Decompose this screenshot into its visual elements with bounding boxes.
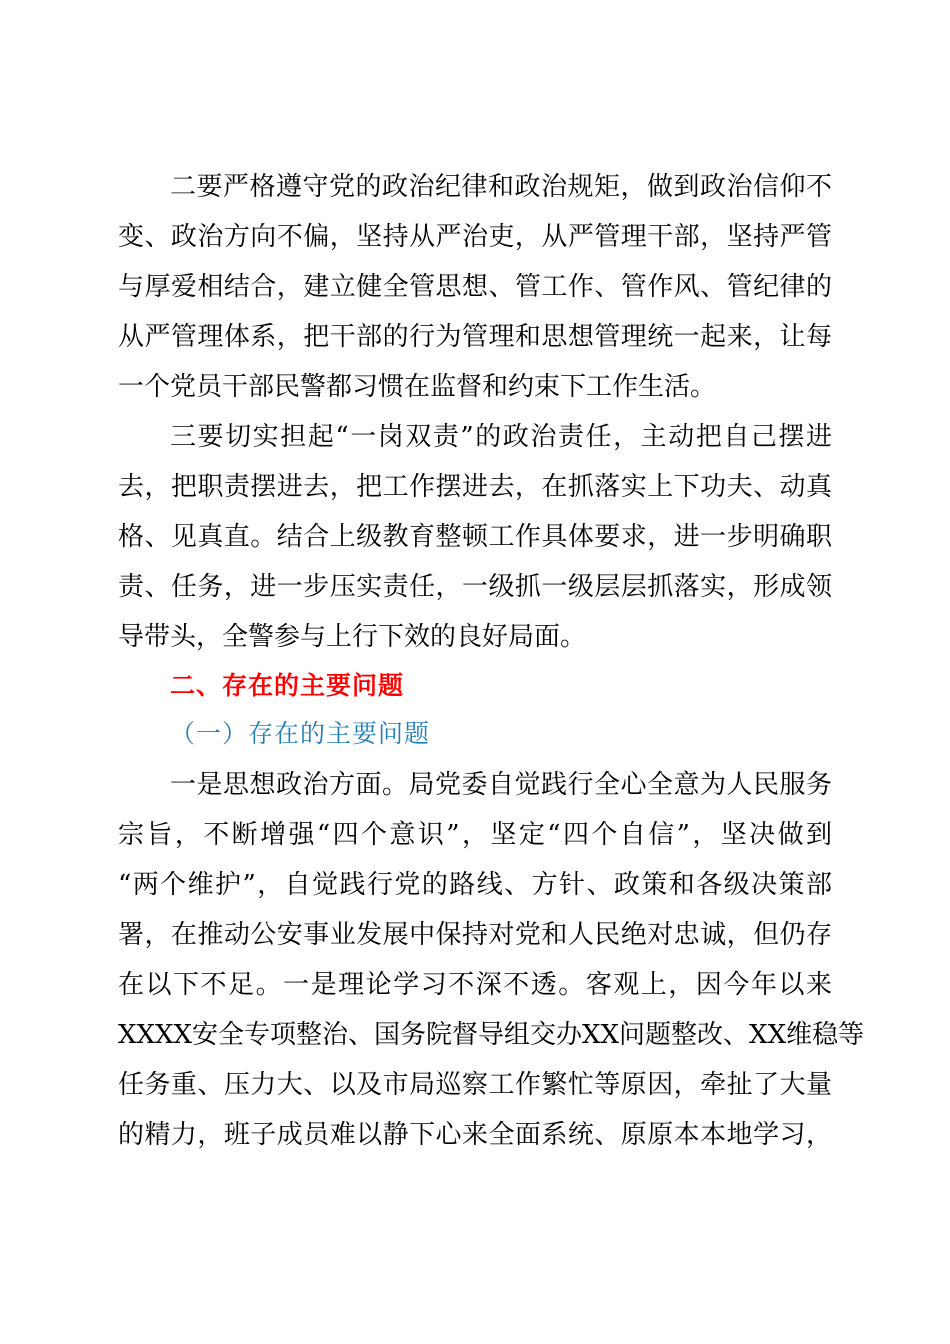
paragraph-3-line-1: 一是思想政治方面。局党委自觉践行全心全意为人民服务: [170, 770, 832, 800]
paragraph-2-line-1: 三要切实担起“一岗双责”的政治责任，主动把自己摆进: [170, 422, 832, 452]
paragraph-3-line-6: XXXX安全专项整治、国务院督导组交办XX问题整改、XX维稳等: [118, 1020, 865, 1050]
paragraph-1-line-5: 一个党员干部民警都习惯在监督和约束下工作生活。: [118, 372, 717, 402]
section-heading: 二、存在的主要问题: [170, 671, 405, 700]
paragraph-2-line-4: 责、任务，进一步压实责任，一级抓一级层层抓落实，形成领: [118, 572, 832, 602]
paragraph-3-line-5: 在以下不足。一是理论学习不深不透。客观上，因今年以来: [118, 970, 832, 1000]
paragraph-2-line-5: 导带头，全警参与上行下效的良好局面。: [118, 622, 587, 652]
paragraph-1-line-1: 二要严格遵守党的政治纪律和政治规矩，做到政治信仰不: [170, 172, 832, 202]
paragraph-3-line-2: 宗旨，不断增强“四个意识”，坚定“四个自信”，坚决做到: [118, 820, 832, 850]
paragraph-2-line-3: 格、见真直。结合上级教育整顿工作具体要求，进一步明确职: [118, 522, 832, 552]
paragraph-1-line-4: 从严管理体系，把干部的行为管理和思想管理统一起来，让每: [118, 322, 832, 352]
paragraph-3-line-8: 的精力，班子成员难以静下心来全面系统、原原本本地学习，: [118, 1120, 832, 1150]
paragraph-1-line-2: 变、政治方向不偏，坚持从严治吏，从严管理干部，坚持严管: [118, 222, 832, 252]
paragraph-3-line-3: “两个维护”，自觉践行党的路线、方针、政策和各级决策部: [118, 870, 832, 900]
paragraph-1-line-3: 与厚爱相结合，建立健全管思想、管工作、管作风、管纪律的: [118, 272, 832, 302]
paragraph-3-line-7: 任务重、压力大、以及市局巡察工作繁忙等原因，牵扯了大量: [118, 1070, 832, 1100]
subsection-heading: （一）存在的主要问题: [170, 719, 431, 748]
paragraph-2-line-2: 去，把职责摆进去，把工作摆进去，在抓落实上下功夫、动真: [118, 472, 832, 502]
paragraph-3-line-4: 署，在推动公安事业发展中保持对党和人民绝对忠诚，但仍存: [118, 920, 832, 950]
